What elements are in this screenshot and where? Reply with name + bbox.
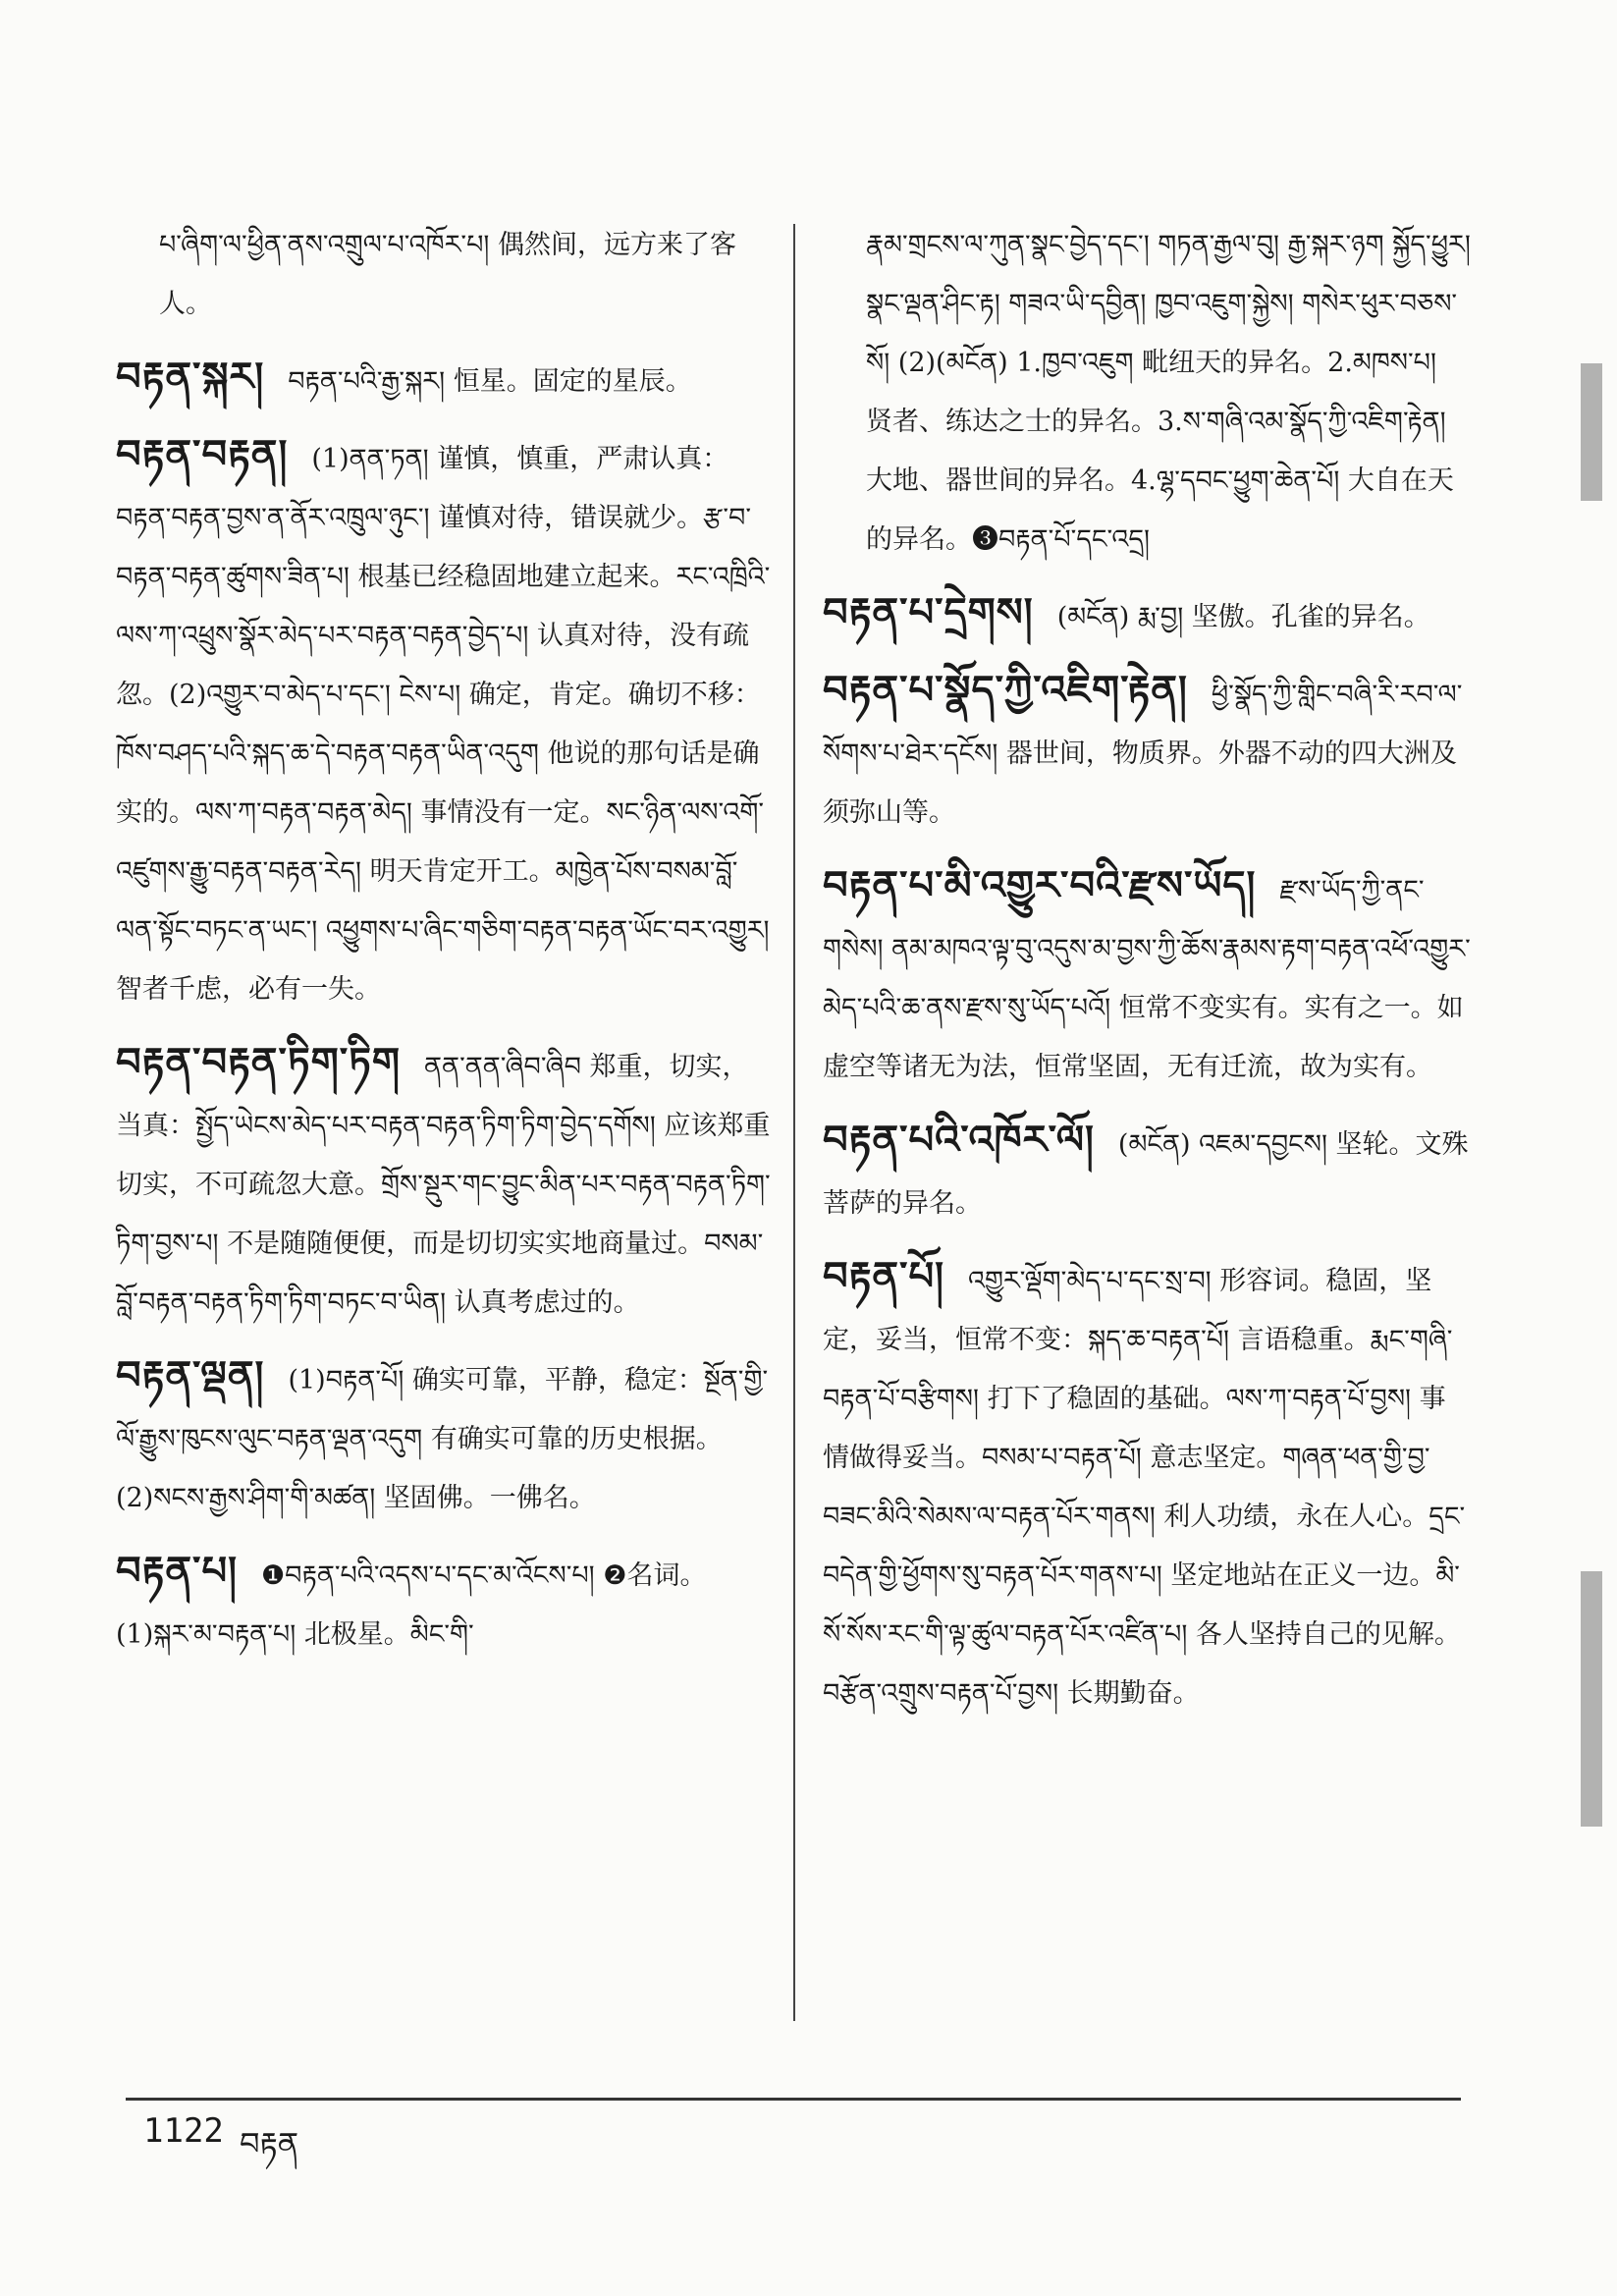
scan-edge-mark — [1581, 1571, 1602, 1827]
dictionary-entry — [116, 1542, 774, 1665]
dictionary-entry — [823, 661, 1471, 843]
definition: ❶བརྟན་པའི་འདས་པ་དང་མ་འོངས་པ། ❷名词。(1)སྐར་མ་བརྟན་པ། 北极星。མིང་གི་ — [116, 1560, 707, 1650]
headword: བརྟན་པའི་འཁོར་ལོ། — [823, 1117, 1095, 1163]
definition: རྫས་ཡོད་ཀྱི་ནང་གསེས། ནམ་མཁའ་ལྟ་བུ་འདུས་མ་བྱས་ཀྱི་ཆོས་རྣམས་རྟག་བརྟན་འཕོ་འགྱུར་མེད་པའི་ཆ་ནས་རྫས་སུ་ཡོད་པའོ། 恒常不变实有。实有之一。如虚空等诸无为法，恒常坚固，无有迁流，故为实有。 — [823, 875, 1471, 1082]
definition: ནན་ནན་ཞིབ་ཞིབ 郑重，切实，当真：སྤྱོད་ཡེངས་མེད་པར་བརྟན་བརྟན་ཏིག་ཏིག་བྱེད་དགོས། 应该郑重切实，不可疏忽大意。གྲོས་སྡུར་གང་བྱུང་མིན་པར་བརྟན་བརྟན་ཏིག་ཏིག་བྱས་པ། 不是随随便便，而是切切实实地商量过。བསམ་བློ་བརྟན་བརྟན་ཏིག་ཏིག་བཏང་བ་ཡིན། 认真考虑过的。 — [116, 1052, 771, 1318]
dictionary-entry — [823, 1111, 1471, 1233]
headword: བརྟན་པ་སྣོད་ཀྱི་འཇིག་རྟེན། — [823, 667, 1188, 713]
definition: ཕྱི་སྣོད་ཀྱི་གླིང་བཞི་རི་རབ་ལ་སོགས་པ་ཐེར་དངོས། 器世间，物质界。外器不动的四大洲及须弥山等。 — [823, 680, 1463, 828]
headword: བརྟན་བརྟན་ཏིག་ཏིག — [116, 1039, 402, 1085]
left-column — [116, 216, 774, 1678]
footer-rule — [126, 2098, 1461, 2101]
headword: བརྟན་ལྡན། — [116, 1352, 265, 1398]
headword: བརྟན་པོ། — [823, 1253, 944, 1299]
continuation-text: རྣམ་གྲངས་ལ་ཀུན་སྣང་བྱེད་དང་། གཏན་རྒྱལ་བུ། རྒྱ་སྐར་ཉག སྐྱོད་ཕྱུར། སྣང་ལྡན་ཤིང་རྟ། གཟའ་ཡི་དབྱིན། ཁྱབ་འཇུག་སྐྱེས། གསེར་ཕུར་བཅས་སོ། (2)(མངོན) 1.ཁྱབ་འཇུག 毗纽天的异名。2.མཁས་པ། 贤者、练达之士的异名。3.ས་གཞི་འམ་སྣོད་ཀྱི་འཇིག་རྟེན། 大地、器世间的异名。4.ལྷ་དབང་ཕྱུག་ཆེན་པོ། 大自在天的异名。❸བརྟན་པོ་དང་འདྲ། — [866, 230, 1471, 555]
page-number: 1122 — [143, 2111, 224, 2151]
dictionary-entry — [823, 583, 1471, 647]
scan-edge-mark — [1581, 363, 1602, 501]
headword: བརྟན་སྐར། — [116, 354, 265, 400]
headword: བརྟན་བརྟན། — [116, 431, 289, 477]
running-head: བརྟན — [240, 2125, 299, 2162]
column-divider — [793, 224, 795, 2021]
headword: བརྟན་པ། — [116, 1548, 238, 1594]
headword: བརྟན་པ་མི་འགྱུར་བའི་རྫས་ཡོད། — [823, 862, 1257, 908]
right-column — [823, 216, 1471, 1737]
dictionary-entry — [823, 1247, 1471, 1723]
definition: (མངོན) རྨ་བྱ། 坚傲。孔雀的异名。 — [1056, 602, 1430, 632]
definition: (1)ནན་ཏན། 谨慎，慎重，严肃认真：བརྟན་བརྟན་བྱས་ན་ནོར་འཁྲུལ་ཉུང་། 谨慎对待，错误就少。རྩ་བ་བརྟན་བརྟན་ཚུགས་ཟིན་པ། 根基已经稳固地建立起来。རང་འཁྲིའི་ལས་ཀ་འཕྲུས་སྣོར་མེད་པར་བརྟན་བརྟན་བྱེད་པ། 认真对待，没有疏忽。(2)འགྱུར་བ་མེད་པ་དང་། ངེས་པ། 确定，肯定。确切不移：ཁོས་བཤད་པའི་སྐད་ཆ་དེ་བརྟན་བརྟན་ཡིན་འདུག 他说的那句话是确实的。ལས་ཀ་བརྟན་བརྟན་མེད། 事情没有一定。སང་ཉིན་ལས་འགོ་འཛུགས་རྒྱུ་བརྟན་བརྟན་རེད། 明天肯定开工。མཁྱེན་པོས་བསམ་བློ་ལན་སྟོང་བཏང་ན་ཡང་། འཕྱུགས་པ་ཞིང་གཅིག་བརྟན་བརྟན་ཡོང་བར་འགྱུར། 智者千虑，必有一失。 — [116, 444, 771, 1005]
definition: (མངོན) འཇམ་དབྱངས། 坚轮。文殊菩萨的异名。 — [823, 1129, 1469, 1219]
definition: འགྱུར་ལྡོག་མེད་པ་དང་སྲ་བ། 形容词。稳固，坚定，妥当，恒常不变：སྐད་ཆ་བརྟན་པོ། 言语稳重。རྨང་གཞི་བརྟན་པོ་བརྩིགས། 打下了稳固的基础。ལས་ཀ་བརྟན་པོ་བྱས། 事情做得妥当。བསམ་པ་བརྟན་པོ། 意志坚定。གཞན་ཕན་གྱི་བྱ་བཟང་མིའི་སེམས་ལ་བརྟན་པོར་གནས། 利人功绩，永在人心。དྲང་བདེན་གྱི་ཕྱོགས་སུ་བརྟན་པོར་གནས་པ། 坚定地站在正义一边。མི་སོ་སོས་རང་གི་ལྟ་ཚུལ་བརྟན་པོར་འཛིན་པ། 各人坚持自己的见解。བརྩོན་འགྲུས་བརྟན་པོ་བྱས། 长期勤奋。 — [823, 1266, 1466, 1709]
definition: བརྟན་པའི་རྒྱ་སྐར། 恒星。固定的星辰。 — [288, 366, 692, 397]
dictionary-entry — [116, 1033, 774, 1333]
headword: བརྟན་པ་དྲེགས། — [823, 589, 1034, 635]
continuation-text: པ་ཞིག་ལ་ཕྱིན་ནས་འགྲུལ་པ་འཁོར་པ། 偶然间，远方来了客人。 — [159, 230, 736, 319]
definition: (1)བརྟན་པོ། 确实可靠，平静，稳定：སྔོན་གྱི་ལོ་རྒྱུས་ཁུངས་ལུང་བརྟན་ལྡན་འདུག 有确实可靠的历史根据。(2)སངས་རྒྱས་ཤིག་གི་མཚན། 坚固佛。一佛名。 — [116, 1365, 769, 1513]
dictionary-entry — [823, 856, 1471, 1097]
dictionary-entry — [116, 1346, 774, 1528]
dictionary-entry — [116, 348, 774, 411]
dictionary-entry — [116, 425, 774, 1019]
